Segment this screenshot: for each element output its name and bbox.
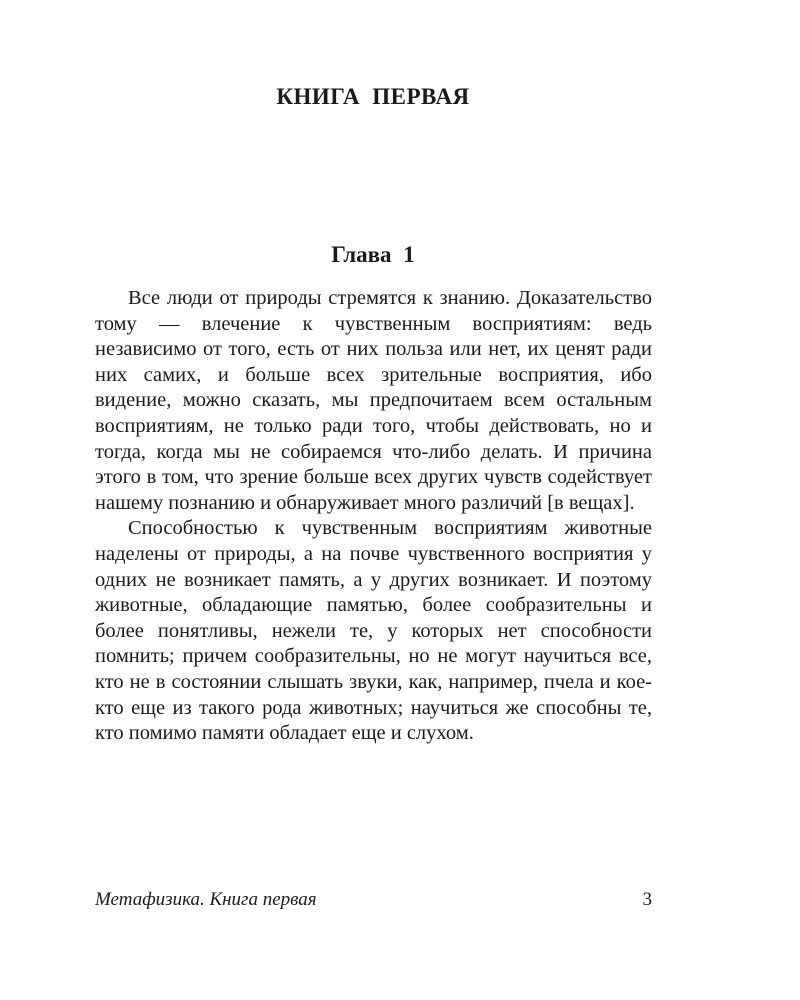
paragraph-2: Способностью к чувственным восприятиям животные наделены от природы, а на почве чувственного восприятия у одних не возникает память, а у других возникает. И поэтому животные, обладающие памятью, более сообразительны и более понятливы, нежели те, у которых нет способности помнить; причем сообразительны, но не могут научиться все, кто не в состоянии слышать звуки, как, например, пчела и кое-кто еще из такого рода животных; научиться же способны те, кто помимо памяти обладает еще и слухом.	[95, 517, 652, 745]
paragraph-1: Все люди от природы стремятся к знанию. Доказательство тому — влечение к чувственным восприятиям: ведь независимо от того, есть от них польза или нет, их ценят ради них самих, и больше всех зрительные восприятия, ибо видение, можно сказать, мы предпочитаем всем остальным восприятиям, не только ради того, чтобы действовать, но и тогда, когда мы не собираемся что-либо делать. И причина этого в том, что зрение больше всех других чувств содействует нашему познанию и обнаруживает много различий [в вещах].	[95, 287, 652, 514]
chapter-title: Глава 1	[331, 242, 415, 267]
chapter-body	[95, 286, 652, 747]
running-head: Метафизика. Книга первая	[95, 889, 317, 910]
page-number: 3	[642, 889, 652, 910]
page-footer	[95, 889, 652, 911]
book-title: КНИГА ПЕРВАЯ	[276, 84, 470, 109]
